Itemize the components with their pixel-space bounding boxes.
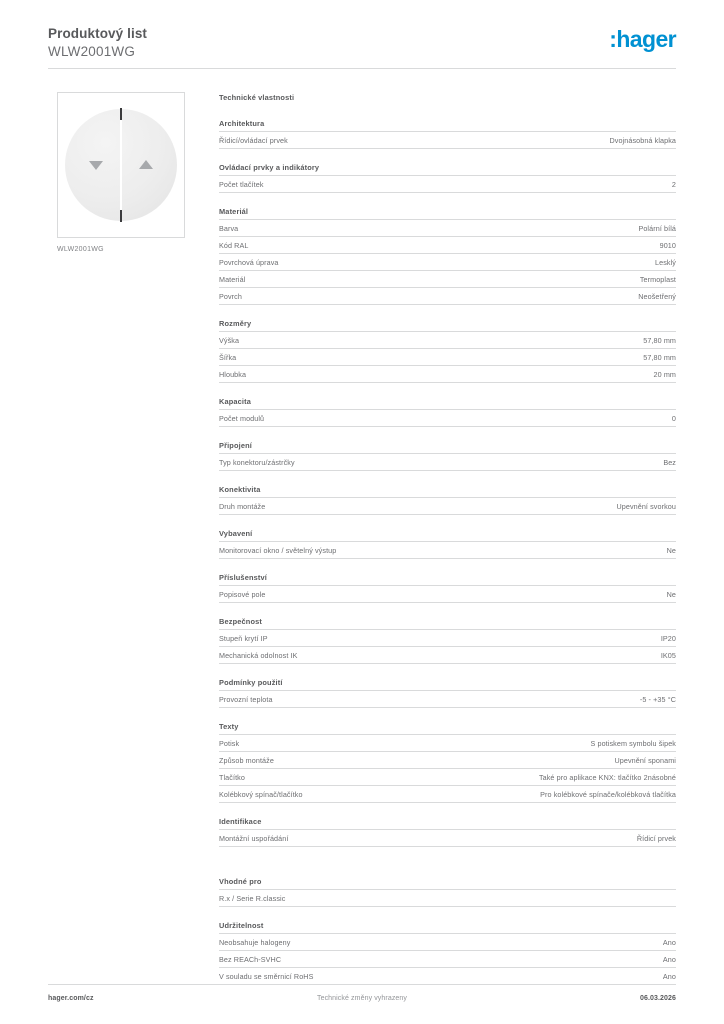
- spec-group-title: Materiál: [219, 207, 676, 220]
- spec-row-label: R.x / Serie R.classic: [219, 894, 286, 903]
- spec-row: [219, 647, 676, 664]
- spec-row-label: Způsob montáže: [219, 756, 274, 765]
- spec-group: [219, 817, 676, 847]
- product-image-frame: [57, 92, 185, 238]
- spec-group-title: Vhodné pro: [219, 877, 676, 890]
- header-divider: [48, 68, 676, 69]
- spec-row-label: Výška: [219, 336, 240, 345]
- page-footer: [48, 995, 676, 1002]
- arrow-down-icon: [89, 161, 103, 170]
- spec-group-title: Identifikace: [219, 817, 676, 830]
- spec-row: [219, 366, 676, 383]
- spec-row-value: Bez: [663, 458, 676, 467]
- spec-group-title: Bezpečnost: [219, 617, 676, 630]
- spec-row-value: IP20: [660, 634, 676, 643]
- header-titles: [48, 26, 147, 60]
- spec-row: [219, 237, 676, 254]
- spec-row: [219, 288, 676, 305]
- spec-row-value: Dvojnásobná klapka: [609, 136, 676, 145]
- spec-row-label: Popisové pole: [219, 590, 266, 599]
- spec-row-value: Termoplast: [639, 275, 676, 284]
- spec-row: [219, 132, 676, 149]
- spec-row-label: Hloubka: [219, 370, 247, 379]
- spec-group: [219, 207, 676, 305]
- spec-row-value: Řídicí prvek: [636, 834, 676, 843]
- spec-group-title: Vybavení: [219, 529, 676, 542]
- spec-row-value: Ne: [666, 590, 676, 599]
- spec-group: [219, 397, 676, 427]
- spec-row-label: Tlačítko: [219, 773, 245, 782]
- spec-row: [219, 254, 676, 271]
- spec-row-label: Typ konektoru/zástrčky: [219, 458, 295, 467]
- spec-group-title: Architektura: [219, 119, 676, 132]
- spec-group-title: Příslušenství: [219, 573, 676, 586]
- spec-group-title: Udržitelnost: [219, 921, 676, 934]
- hager-logo: :hager: [609, 26, 676, 52]
- product-reference: WLW2001WG: [48, 43, 136, 59]
- spec-row: [219, 691, 676, 708]
- spec-group: [219, 319, 676, 383]
- spec-row: [219, 271, 676, 288]
- spec-row: [219, 454, 676, 471]
- footer-disclaimer: Technické změny vyhrazeny: [316, 995, 408, 1002]
- spec-row: [219, 769, 676, 786]
- spec-row: [219, 349, 676, 366]
- spec-row: [219, 735, 676, 752]
- spec-row-label: Povrch: [219, 292, 242, 301]
- spec-row: [219, 630, 676, 647]
- spec-row: [219, 176, 676, 193]
- spec-row: [219, 968, 676, 985]
- spec-row: [219, 542, 676, 559]
- spec-row: [219, 410, 676, 427]
- rocker-switch-illustration: [65, 109, 177, 221]
- spec-row-value: 2: [671, 180, 676, 189]
- spec-row: [219, 830, 676, 847]
- rocker-mark-top-icon: [120, 108, 123, 120]
- spec-row-label: Počet tlačítek: [219, 180, 264, 189]
- spec-row-label: Počet modulů: [219, 414, 265, 423]
- spec-row-label: Druh montáže: [219, 502, 266, 511]
- product-image-block: [57, 92, 187, 253]
- spec-row-label: Stupeň krytí IP: [219, 634, 268, 643]
- spec-row-label: Provozní teplota: [219, 695, 273, 704]
- spec-group-title: Texty: [219, 722, 676, 735]
- spec-row-label: Neobsahuje halogeny: [219, 938, 291, 947]
- spec-row-value: S potiskem symbolu šipek: [590, 739, 676, 748]
- spec-row-label: Barva: [219, 224, 239, 233]
- spec-row-value: Upevnění sponami: [614, 756, 676, 765]
- spec-group-title: Rozměry: [219, 319, 676, 332]
- spec-group: [219, 119, 676, 149]
- spec-group: [219, 529, 676, 559]
- spec-group: [219, 921, 676, 985]
- footer-divider: [48, 984, 676, 985]
- spec-group: [219, 163, 676, 193]
- spec-row-label: Šířka: [219, 353, 237, 362]
- spec-group: [219, 573, 676, 603]
- rocker-split-line: [120, 113, 122, 217]
- spec-row: [219, 934, 676, 951]
- spec-row: [219, 890, 676, 907]
- spec-row-label: V souladu se směrnicí RoHS: [219, 972, 314, 981]
- spec-group: [219, 617, 676, 664]
- spec-row-label: Potisk: [219, 739, 240, 748]
- arrow-up-icon: [139, 160, 153, 169]
- spec-row-label: Povrchová úprava: [219, 258, 279, 267]
- spec-group: [219, 722, 676, 803]
- spec-row: [219, 752, 676, 769]
- spec-row-value: -5 - +35 °C: [639, 695, 676, 704]
- spec-row-value: Ano: [662, 955, 676, 964]
- spec-row-value: 20 mm: [653, 370, 676, 379]
- footer-website[interactable]: hager.com/cz: [48, 995, 94, 1002]
- spec-row-value: Neošetřený: [638, 292, 676, 301]
- page-title: Produktový list: [48, 26, 148, 41]
- spec-row: [219, 786, 676, 803]
- spec-group-title: Konektivita: [219, 485, 676, 498]
- spec-row-label: Kód RAL: [219, 241, 249, 250]
- spec-row-label: Montážní uspořádání: [219, 834, 289, 843]
- spec-row: [219, 586, 676, 603]
- spec-row: [219, 498, 676, 515]
- spec-row-label: Mechanická odolnost IK: [219, 651, 298, 660]
- spec-group: [219, 485, 676, 515]
- spec-row-value: 57,80 mm: [643, 336, 676, 345]
- spec-row-value: 57,80 mm: [643, 353, 676, 362]
- spec-row-value: 0: [671, 414, 676, 423]
- spec-row: [219, 220, 676, 237]
- spec-group: [219, 678, 676, 708]
- spec-row: [219, 951, 676, 968]
- spec-row-label: Monitorovací okno / světelný výstup: [219, 546, 337, 555]
- spec-row-value: Ano: [662, 972, 676, 981]
- spec-group-title: Připojení: [219, 441, 676, 454]
- technical-specifications: [219, 93, 676, 999]
- spec-section-title: Technické vlastnosti: [219, 93, 295, 102]
- spec-row-value: Pro kolébkové spínače/kolébková tlačítka: [540, 790, 676, 799]
- spec-row-value: Lesklý: [655, 258, 676, 267]
- page-header: [48, 26, 676, 68]
- spec-row-value: 9010: [659, 241, 676, 250]
- spec-group: [219, 441, 676, 471]
- rocker-mark-bottom-icon: [120, 210, 123, 222]
- footer-date: 06.03.2026: [639, 995, 676, 1002]
- spec-group-title: Kapacita: [219, 397, 676, 410]
- spec-row-value: Ne: [666, 546, 676, 555]
- spec-row-label: Materiál: [219, 275, 246, 284]
- spec-row-value: Polární bílá: [638, 224, 676, 233]
- spec-row: [219, 332, 676, 349]
- spec-row-value: Upevnění svorkou: [616, 502, 676, 511]
- spec-row-value: IK05: [660, 651, 676, 660]
- spec-row-value: Také pro aplikace KNX: tlačítko 2násobné: [538, 773, 676, 782]
- spec-groups-container: [219, 119, 676, 985]
- spec-group-title: Podmínky použití: [219, 678, 676, 691]
- spec-row-value: Ano: [662, 938, 676, 947]
- spec-row-label: Bez REACh-SVHC: [219, 955, 282, 964]
- product-image-caption: WLW2001WG: [57, 246, 104, 253]
- spec-row-label: Kolébkový spínač/tlačítko: [219, 790, 303, 799]
- spec-group-title: Ovládací prvky a indikátory: [219, 163, 676, 176]
- spec-row-label: Řídicí/ovládací prvek: [219, 136, 288, 145]
- spec-group: [219, 877, 676, 907]
